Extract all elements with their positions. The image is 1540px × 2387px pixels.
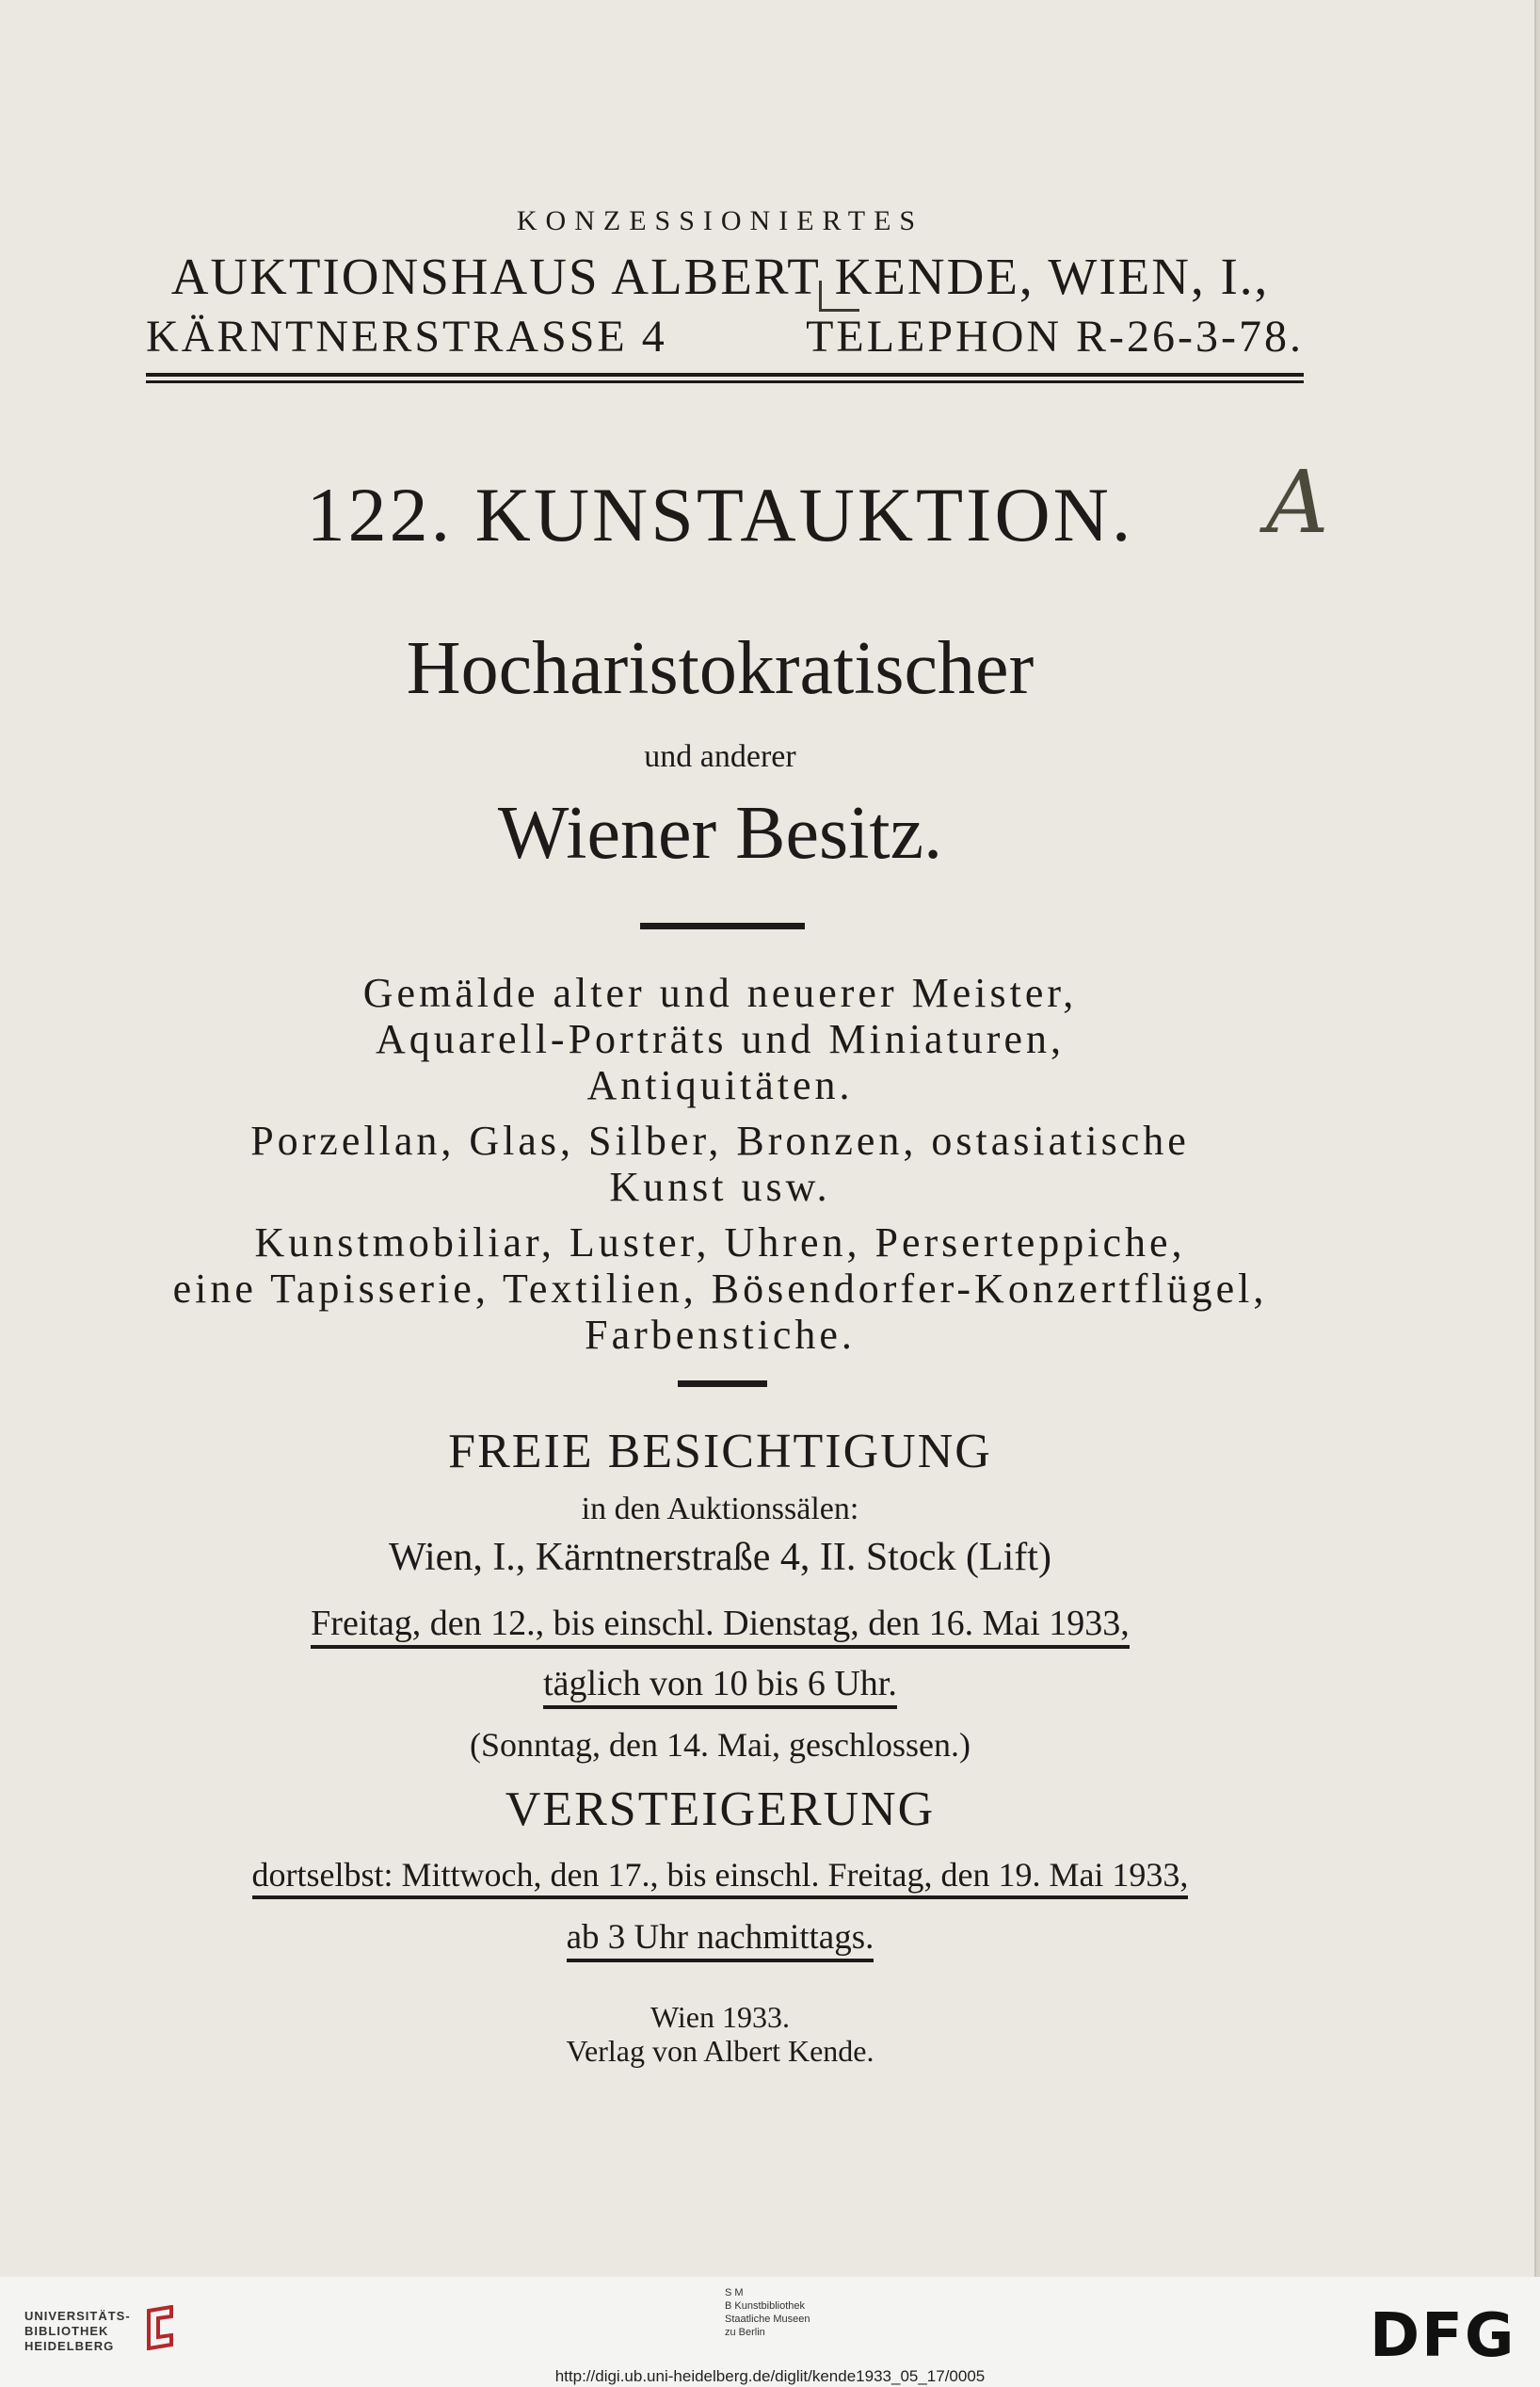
- smb-logo-line: S M: [725, 2287, 744, 2298]
- contents-line: Antiquitäten.: [586, 1062, 854, 1108]
- source-url-link[interactable]: http://digi.ub.uni-heidelberg.de/diglit/kende1933_05_17/0005: [554, 2367, 986, 2385]
- imprint-publisher: Verlag von Albert Kende.: [566, 2034, 874, 2068]
- contents-line: Farbenstiche.: [585, 1312, 856, 1358]
- header-phone: TELEPHON R-26-3-78.: [806, 312, 1304, 362]
- library-name-line: BIBLIOTHEK: [24, 2324, 109, 2338]
- title-line2: Wiener Besitz.: [497, 792, 943, 875]
- header-address: KÄRNTNERSTRASSE 4: [146, 312, 667, 362]
- handwritten-tick: [819, 281, 859, 312]
- imprint-place-year: Wien 1933.: [650, 2000, 790, 2034]
- header-line2: AUKTIONSHAUS ALBERT KENDE, WIEN, I.,: [170, 248, 1270, 305]
- viewing-dates: [0, 1603, 1440, 1644]
- contents-line: Kunst usw.: [609, 1164, 831, 1210]
- viewing-heading: FREIE BESICHTIGUNG: [448, 1425, 992, 1478]
- viewing-hours: [0, 1663, 1440, 1704]
- contents-block: [0, 970, 1440, 1358]
- library-logo-icon[interactable]: [143, 2305, 179, 2350]
- smb-logo-line: B Kunstbibliothek: [725, 2300, 805, 2312]
- contents-line: Gemälde alter und neuerer Meister,: [362, 970, 1078, 1016]
- contents-line: Porzellan, Glas, Silber, Bronzen, ostasiatische: [250, 1118, 1190, 1164]
- header-rule-top: [146, 373, 1304, 377]
- header-line1: KONZESSIONIERTES: [516, 205, 924, 236]
- viewing-dates-text: Freitag, den 12., bis einschl. Dienstag, den 16. Mai 1933,: [311, 1604, 1130, 1649]
- title-rule: [640, 923, 805, 929]
- sale-dates: [0, 1855, 1440, 1895]
- auction-title: 122. KUNSTAUKTION.: [306, 472, 1134, 557]
- dfg-logo[interactable]: DFG: [1370, 2301, 1516, 2371]
- contents-rule: [678, 1380, 767, 1387]
- header-rule-bottom: [146, 380, 1304, 383]
- title-connector: und anderer: [644, 739, 796, 774]
- smb-logo-line: zu Berlin: [725, 2327, 765, 2338]
- library-name-line: HEIDELBERG: [24, 2339, 115, 2353]
- sale-time: [0, 1917, 1440, 1958]
- contents-line: eine Tapisserie, Textilien, Bösendorfer-Konzertflügel,: [172, 1266, 1268, 1312]
- contents-line: Aquarell-Porträts und Miniaturen,: [376, 1016, 1065, 1062]
- smb-logo-line: Staatliche Museen: [725, 2314, 810, 2325]
- contents-line: Kunstmobiliar, Luster, Uhren, Perserteppiche,: [254, 1219, 1186, 1266]
- handwritten-mark: A: [1266, 452, 1329, 553]
- viewing-where: in den Auktionssälen:: [581, 1492, 859, 1526]
- viewing-address: Wien, I., Kärntnerstraße 4, II. Stock (Lift): [389, 1536, 1051, 1579]
- smb-logo[interactable]: [725, 2286, 810, 2339]
- footer-bar: [0, 2277, 1540, 2387]
- sale-heading: VERSTEIGERUNG: [505, 1782, 936, 1836]
- title-line1: Hocharistokratischer: [406, 627, 1035, 710]
- header-line3: [146, 311, 1304, 363]
- viewing-hours-text: täglich von 10 bis 6 Uhr.: [543, 1664, 897, 1709]
- viewing-closed: (Sonntag, den 14. Mai, geschlossen.): [470, 1726, 971, 1764]
- sale-time-text: ab 3 Uhr nachmittags.: [567, 1918, 874, 1962]
- library-name[interactable]: [24, 2309, 131, 2354]
- library-name-line: UNIVERSITÄTS-: [24, 2309, 131, 2323]
- sale-dates-text: dortselbst: Mittwoch, den 17., bis einschl. Freitag, den 19. Mai 1933,: [252, 1856, 1189, 1899]
